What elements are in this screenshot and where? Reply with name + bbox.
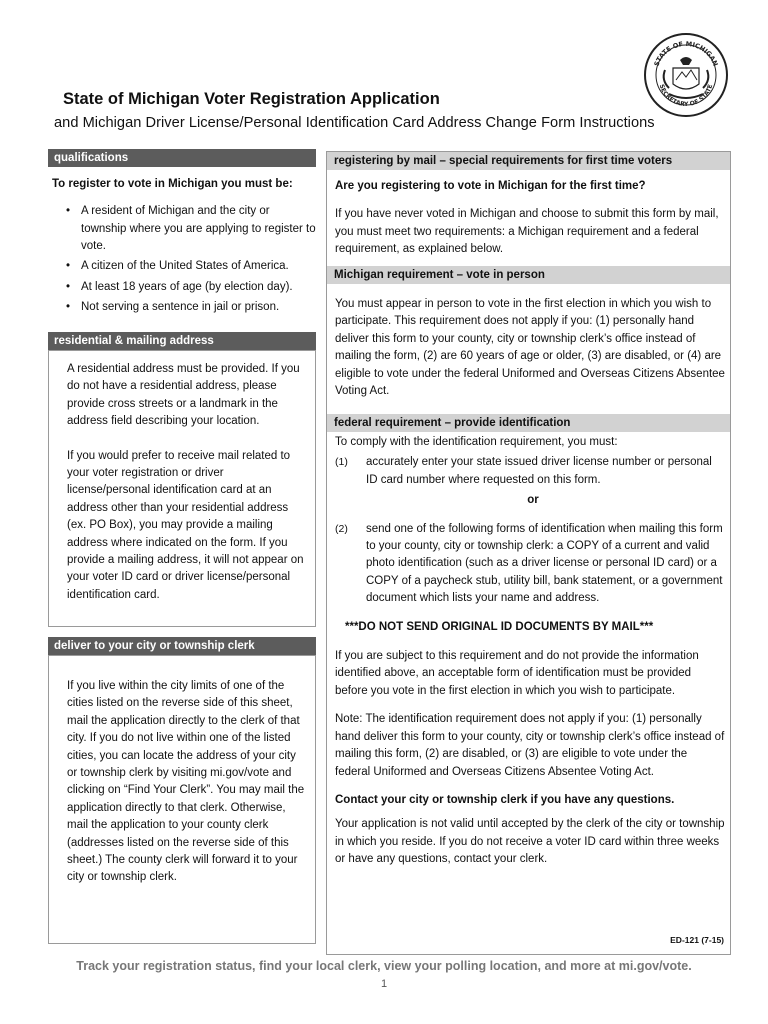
footer-text: Track your registration status, find your local clerk, view your polling location, and more at mi.gov/vote.: [76, 959, 692, 973]
list-item: • A resident of Michigan and the city or township where you are applying to register to vote.: [56, 203, 316, 255]
federal-intro: To comply with the identification requirement, you must:: [335, 436, 618, 448]
federal-contact: Contact your city or township clerk if you have any questions.: [335, 793, 675, 806]
list-item: • At least 18 years of age (by election day).: [56, 279, 316, 296]
federal-item-1-number: (1): [335, 456, 348, 469]
federal-subject-paragraph: If you are subject to this requirement and do not provide the information identified above, an acceptable form of identification must be provided before you vote in the first election in which you wish to participate.: [335, 650, 699, 697]
federal-warning: ***DO NOT SEND ORIGINAL ID DOCUMENTS BY MAIL***: [345, 620, 654, 633]
mail-question: Are you registering to vote in Michigan for the first time?: [335, 180, 646, 192]
michigan-requirement-heading: Michigan requirement – vote in person: [327, 266, 730, 284]
qualifications-intro: To register to vote in Michigan you must be:: [52, 178, 293, 190]
michigan-requirement-paragraph: You must appear in person to vote in the first election in which you wish to participate. This requirement does not apply if you: (1) personally hand deliver this form to your county, city or township clerk’s office instead of mailing the form, (2) are 60 years of age or older, (3) are disabled, or (4) are eligible to vote under the federal Uniformed and Overseas Citizens Absentee Voting Act.: [335, 298, 725, 398]
federal-requirement-section: [335, 434, 725, 869]
page-title: State of Michigan Voter Registration Application: [63, 90, 440, 108]
qualifications-list: [56, 203, 316, 316]
svg-text:SECRETARY OF STATE: SECRETARY OF STATE: [657, 83, 715, 109]
federal-item-1: [335, 454, 725, 489]
federal-item-2-text: send one of the following forms of identification when mailing this form to your county, city or township clerk: a COPY of a current and valid photo identification (such as a driver license or personal ID card) or a COPY of a paycheck stub, utility bill, bank statement, or a government document which lists your name and address.: [366, 522, 723, 605]
list-item: • A citizen of the United States of America.: [56, 258, 316, 275]
federal-item-2-number: (2): [335, 522, 348, 535]
qualifications-heading: qualifications: [48, 149, 316, 167]
michigan-seal-icon: [643, 32, 729, 118]
address-paragraph-2: If you would prefer to receive mail related to your voter registration or driver license/personal identification card at an address other than your residential address (ex. PO Box), you may provide a mailing address where indicated on the form. If you provide a mailing address, it will not appear on your voter ID card or driver license/personal identification card.: [67, 449, 304, 601]
michigan-requirement-section: [335, 296, 725, 400]
form-code: ED-121 (7-15): [670, 935, 724, 945]
federal-item-1-text: accurately enter your state issued driver license number or personal ID card number where requested on this form.: [366, 456, 712, 486]
mail-paragraph: If you have never voted in Michigan and choose to submit this form by mail, you must meet two requirements: a Michigan requirement and a federal requirement, as explained below.: [335, 208, 719, 256]
list-item: • Not serving a sentence in jail or prison.: [56, 299, 316, 316]
mail-section: [335, 178, 725, 259]
page-number: 1: [380, 978, 388, 990]
deliver-paragraph: If you live within the city limits of one of the cities listed on the reverse side of this sheet, mail the application directly to the clerk of that city. If you do not live within one of the listed cities, you can locate the address of your city or township clerk by visiting mi.gov/vote and clicking on “Find Your Clerk”. You may mail the application directly to that clerk. Otherwise, mail the application to your county clerk (addresses listed on the reverse side of this sheet.) The county clerk will forward it to your city or township clerk.: [67, 680, 305, 884]
svg-text:STATE OF MICHIGAN: STATE OF MICHIGAN: [652, 39, 720, 68]
page-subtitle: and Michigan Driver License/Personal Identification Card Address Change Form Instructions: [54, 115, 655, 131]
address-box: [48, 350, 316, 627]
mail-heading: registering by mail – special requirements for first time voters: [327, 152, 730, 170]
federal-item-2: [335, 521, 725, 608]
deliver-box: [48, 655, 316, 944]
deliver-heading: deliver to your city or township clerk: [48, 637, 316, 655]
federal-or: or: [527, 494, 539, 507]
address-heading: residential & mailing address: [48, 332, 316, 350]
federal-valid-paragraph: Your application is not valid until accepted by the clerk of the city or township in which you reside. If you do not receive a voter ID card within three weeks or have any questions, contact your clerk.: [335, 818, 725, 866]
address-paragraph-1: A residential address must be provided. If you do not have a residential address, please provide cross streets or a landmark in the address field describing your location.: [67, 363, 300, 428]
federal-requirement-heading: federal requirement – provide identification: [327, 414, 730, 432]
federal-note: Note: The identification requirement does not apply if you: (1) personally hand deliver this form to your county, city or township clerk’s office instead of mailing this form, (2) are disabled, or (3) are eligible to vote under the federal Uniformed and Overseas Citizens Absentee Voting Act.: [335, 713, 725, 778]
qualifications-section: [52, 176, 316, 319]
